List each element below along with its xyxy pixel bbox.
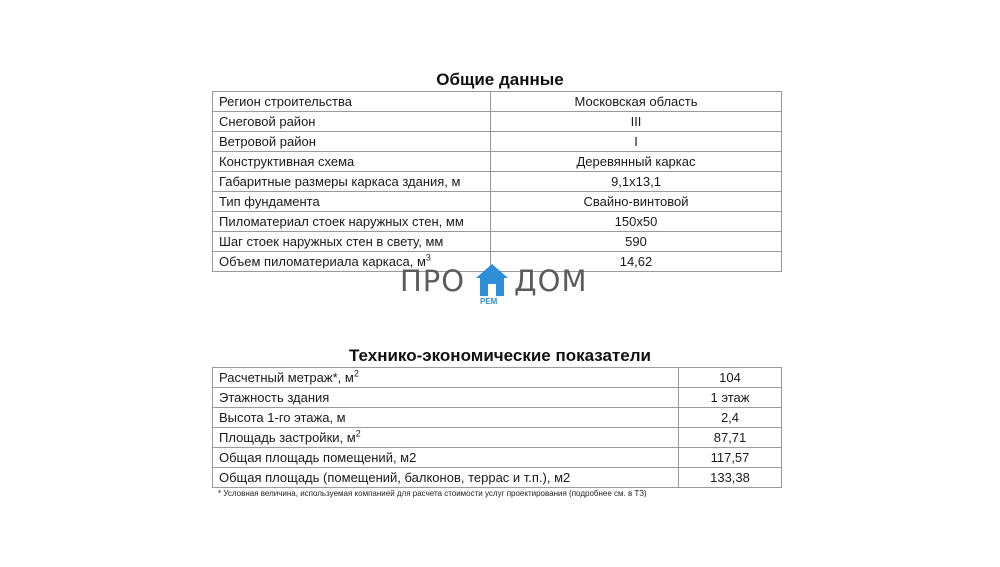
row-value: 2,4 xyxy=(679,408,782,428)
row-value: Деревянный каркас xyxy=(491,152,782,172)
row-value: 150х50 xyxy=(491,212,782,232)
row-label: Этажность здания xyxy=(213,388,679,408)
table-row xyxy=(213,112,782,132)
house-icon xyxy=(474,262,510,298)
table-row xyxy=(213,468,782,488)
row-value: III xyxy=(491,112,782,132)
table-row xyxy=(213,448,782,468)
row-label-text: Площадь застройки, м xyxy=(219,430,356,445)
table-row xyxy=(213,92,782,112)
table-row xyxy=(213,152,782,172)
footnote: * Условная величина, используемая компанией для расчета стоимости услуг проектирования (подробнее см. в ТЗ) xyxy=(218,489,647,498)
row-label-text: Расчетный метраж*, м xyxy=(219,370,354,385)
row-label: Конструктивная схема xyxy=(213,152,491,172)
unit-superscript: 2 xyxy=(353,368,359,379)
row-label: Ветровой район xyxy=(213,132,491,152)
row-label: Снеговой район xyxy=(213,112,491,132)
row-label: Высота 1-го этажа, м xyxy=(213,408,679,428)
tech-indicators-title: Технико-экономические показатели xyxy=(348,346,651,365)
tech-indicators-table xyxy=(212,367,782,488)
row-label: Тип фундамента xyxy=(213,192,491,212)
row-label: Габаритные размеры каркаса здания, м xyxy=(213,172,491,192)
row-label-text: Объем пиломатериала каркаса, м xyxy=(219,254,426,269)
table-row xyxy=(213,212,782,232)
table-row xyxy=(213,408,782,428)
table-row xyxy=(213,388,782,408)
row-value: Свайно-винтовой xyxy=(491,192,782,212)
row-label: Общая площадь помещений, м2 xyxy=(213,448,679,468)
row-label xyxy=(213,368,679,388)
row-value: I xyxy=(491,132,782,152)
logo-text-right: ДОМ xyxy=(514,264,588,298)
row-value: Московская область xyxy=(491,92,782,112)
row-value: 87,71 xyxy=(679,428,782,448)
table-row xyxy=(213,132,782,152)
row-value: 117,57 xyxy=(679,448,782,468)
row-value: 1 этаж xyxy=(679,388,782,408)
row-label xyxy=(213,428,679,448)
table-row xyxy=(213,192,782,212)
row-value: 590 xyxy=(491,232,782,252)
row-value: 104 xyxy=(679,368,782,388)
row-value: 14,62 xyxy=(491,252,782,272)
general-data-title: Общие данные xyxy=(436,70,564,89)
row-label: Пиломатериал стоек наружных стен, мм xyxy=(213,212,491,232)
general-data-table xyxy=(212,91,782,272)
unit-superscript: 2 xyxy=(355,428,361,439)
row-label: Регион строительства xyxy=(213,92,491,112)
table-row xyxy=(213,368,782,388)
logo-subtext: РЕМ xyxy=(480,297,498,306)
row-value: 9,1х13,1 xyxy=(491,172,782,192)
row-value: 133,38 xyxy=(679,468,782,488)
prodom-logo xyxy=(400,262,600,312)
table-row xyxy=(213,172,782,192)
logo-text-left: ПРО xyxy=(400,264,466,298)
table-row xyxy=(213,428,782,448)
row-label: Шаг стоек наружных стен в свету, мм xyxy=(213,232,491,252)
table-row xyxy=(213,232,782,252)
row-label: Общая площадь (помещений, балконов, террас и т.п.), м2 xyxy=(213,468,679,488)
unit-superscript: 3 xyxy=(425,252,431,263)
